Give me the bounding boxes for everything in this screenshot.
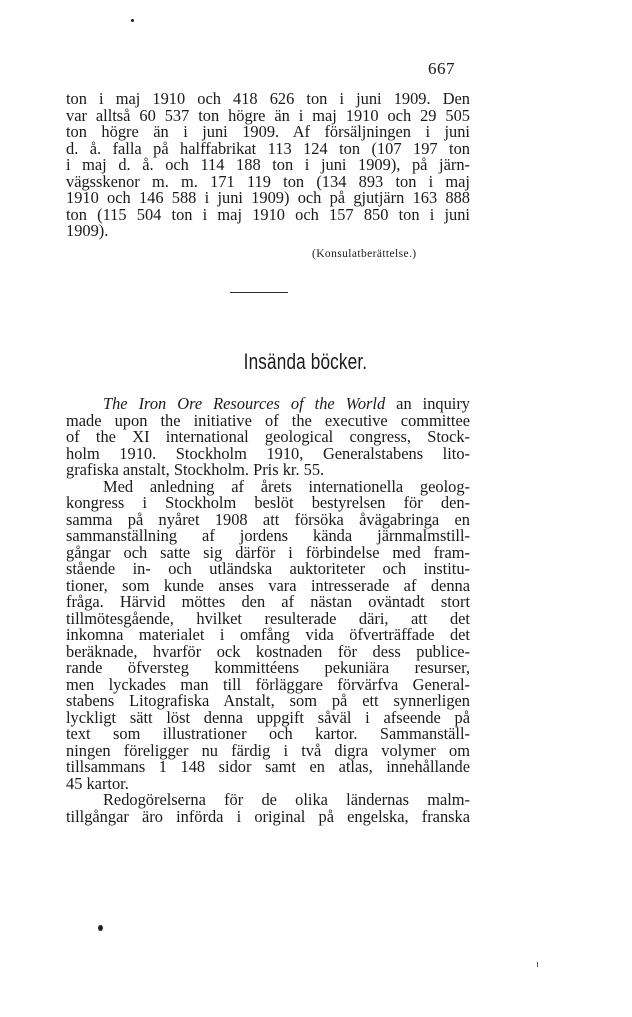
text-line: inkomna materialet i omfång vida öfverträffade det [66,625,470,644]
text-line: Med anledning af årets internationella geolog- [103,476,470,496]
source-attribution: (Konsulatberättelse.) [312,248,417,260]
text-line: beräknade, hvarför ock kostnaden för dess publice- [66,641,470,661]
text-line: rande öfversteg kommittéens pekuniära resurser, [66,658,470,677]
text-line: text som illustrationer och kartor. Sammanställ- [66,724,470,743]
page-number: 667 [428,59,455,78]
text-line: tioner, som kunde anses vara intresserade af denna [66,575,470,595]
text-line: samma på nyåret 1908 att försöka åvägabringa en [66,509,470,529]
text-line: ton (115 504 ton i maj 1910 och 157 850 ton i juni [66,204,470,224]
book-review [66,396,470,825]
margin-tick-mark [537,962,538,967]
text-line: 1910 och 146 588 i juni 1909) och på gjutjärn 163 888 [66,188,470,207]
text-line: Redogörelserna för de olika ländernas malm- [103,790,470,809]
text-line: stående in- och utländska auktoriteter och institu- [66,559,470,578]
text-line: tillsammans 1 148 sidor samt en atlas, innehållande [66,757,470,776]
text-line: sammanställning af jordens kända järnmalmstill- [66,526,470,545]
text-line: made upon the initiative of the executive committee [66,410,470,430]
text-line: men lyckades man till förläggare förvärfva General- [66,674,470,694]
text-line: vägsskenor m. m. 171 119 ton (134 893 ton i maj [66,171,470,191]
text-line: d. å. falla på halffabrikat 113 124 ton (107 197 ton [66,138,470,158]
text-line: lyckligt sätt löst denna uppgift såväl i afseende på [66,707,470,727]
statistics-paragraph [66,91,470,240]
text-line: grafiska anstalt, Stockholm. Pris kr. 55. [66,460,325,479]
text-line: var alltså 60 537 ton högre än i maj 1910 och 29 505 [66,105,470,125]
text-line: kongress i Stockholm beslöt bestyrelsen för den- [66,493,470,512]
text-line: i maj d. å. och 114 188 ton i juni 1909), på järn- [66,155,470,174]
speck-mark [131,19,134,22]
text-line: tillmötesgående, hvilket resulterade däri, att det [66,608,470,628]
text-line: fråga. Härvid möttes den af nästan oväntadt stort [66,592,470,611]
text-line: ton högre än i juni 1909. Af försäljningen i juni [66,122,470,141]
text-line: 1909). [66,221,109,240]
book-title: The Iron Ore Resources of the World [103,394,386,413]
text-line: 45 kartor. [66,773,129,793]
section-heading: Insända böcker. [243,349,368,374]
text-line: holm 1910. Stockholm 1910, Generalstabens lito- [66,443,470,463]
text-line: of the XI international geological congress, Stock- [66,427,470,446]
book-title-rest: an inquiry [385,394,470,413]
text-line: stabens Litografiska Anstalt, som på ett synnerligen [66,691,470,710]
section-divider [230,292,288,293]
text-line: tillgångar äro införda i original på engelska, franska [66,806,470,826]
ink-blot-mark [98,925,103,931]
text-line: ningen föreligger nu färdig i två digra volymer om [66,740,470,760]
text-line: ton i maj 1910 och 418 626 ton i juni 1909. Den [66,89,470,108]
text-line: gångar och satte sig därför i förbindelse med fram- [66,542,470,562]
